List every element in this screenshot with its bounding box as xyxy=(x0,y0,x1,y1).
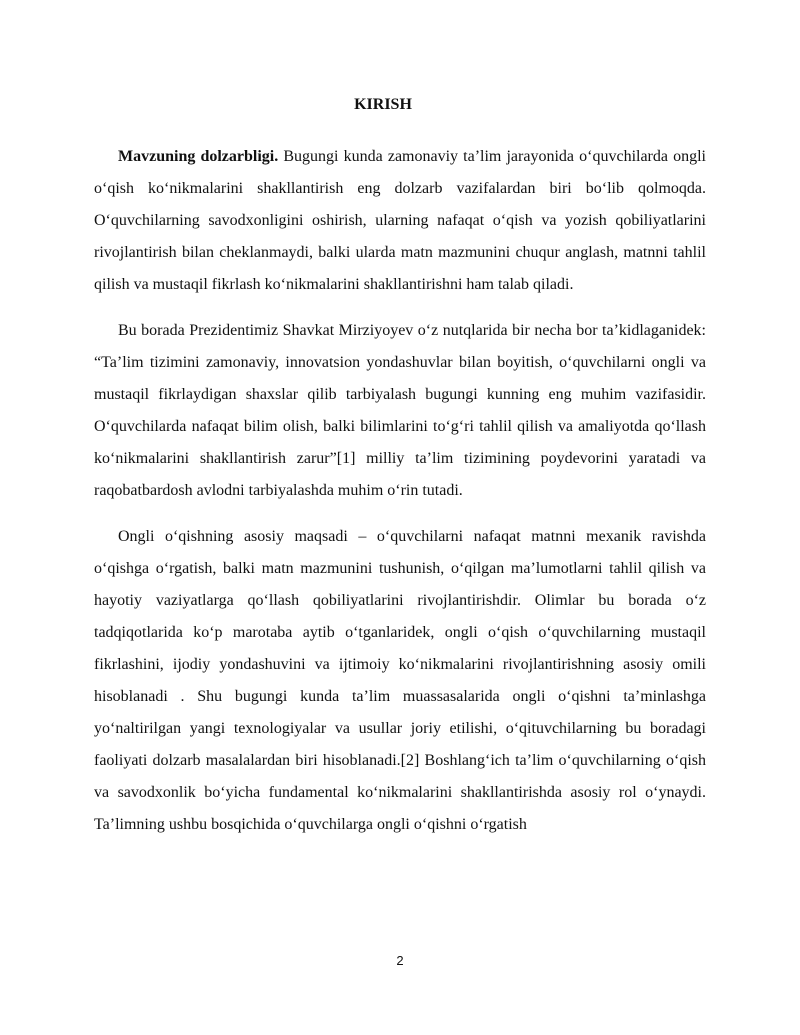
paragraph-conscious-reading xyxy=(94,521,706,841)
paragraph-lead: Mavzuning dolzarbligi. xyxy=(118,148,279,165)
page-number: 2 xyxy=(396,953,404,968)
document-body xyxy=(94,141,706,855)
paragraph-president-quote xyxy=(94,315,706,507)
paragraph-text: Bu borada Prezidentimiz Shavkat Mirziyoyev o‘z nutqlarida bir necha bor ta’kidlaganidek: “Ta’lim tizimini zamonaviy, innovatsion yondashuvlar bilan boyitish, o‘quvchilarni ongli va mustaqil fikrlaydigan shaxslar qilib tarbiyalash bugungi kunning eng muhim vazifasidir. O‘quvchilarda nafaqat bilim olish, balki bilimlarini to‘g‘ri tahlil qilish va amaliyotda qo‘llash ko‘nikmalarini shakllantirish zarur”[1] milliy ta’lim tizimining poydevorini yaratadi va raqobatbardosh avlodni tarbiyalashda muhim o‘rin tutadi. xyxy=(94,322,706,499)
paragraph-relevance xyxy=(94,141,706,301)
paragraph-text: Ongli o‘qishning asosiy maqsadi – o‘quvchilarni nafaqat matnni mexanik ravishda o‘qishga o‘rgatish, balki matn mazmunini tushunish, o‘qilgan ma’lumotlarni tahlil qilish va hayotiy vaziyatlarga qo‘llash qobiliyatlarini rivojlantirishdir. Olimlar bu borada o‘z tadqiqotlarida ko‘p marotaba aytib o‘tganlaridek, ongli o‘qish o‘quvchilarning mustaqil fikrlashini, ijodiy yondashuvini va ijtimoiy ko‘nikmalarini rivojlantirishning asosiy omili hisoblanadi . Shu bugungi kunda ta’lim muassasalarida ongli o‘qishni ta’minlashga yo‘naltirilgan yangi texnologiyalar va usullar joriy etilishi, o‘qituvchilarning bu boradagi faoliyati dolzarb masalalardan biri hisoblanadi.[2] Boshlang‘ich ta’lim o‘quvchilarning o‘qish va savodxonlik bo‘yicha fundamental ko‘nikmalarini shakllantirishda asosiy rol o‘ynaydi. Ta’limning ushbu bosqichida o‘quvchilarga ongli o‘qishni o‘rgatish xyxy=(94,528,706,833)
section-heading: KIRISH xyxy=(354,96,412,113)
paragraph-text: Bugungi kunda zamonaviy ta’lim jarayonida o‘quvchilarda ongli o‘qish ko‘nikmalarini shakllantirish eng dolzarb vazifalardan biri bo‘lib qolmoqda. O‘quvchilarning savodxonligini oshirish, ularning nafaqat o‘qish va yozish qobiliyatlarini rivojlantirish bilan cheklanmaydi, balki ularda matn mazmunini chuqur anglash, matnni tahlil qilish va mustaqil fikrlash ko‘nikmalarini shakllantirishni ham talab qiladi. xyxy=(94,148,707,293)
